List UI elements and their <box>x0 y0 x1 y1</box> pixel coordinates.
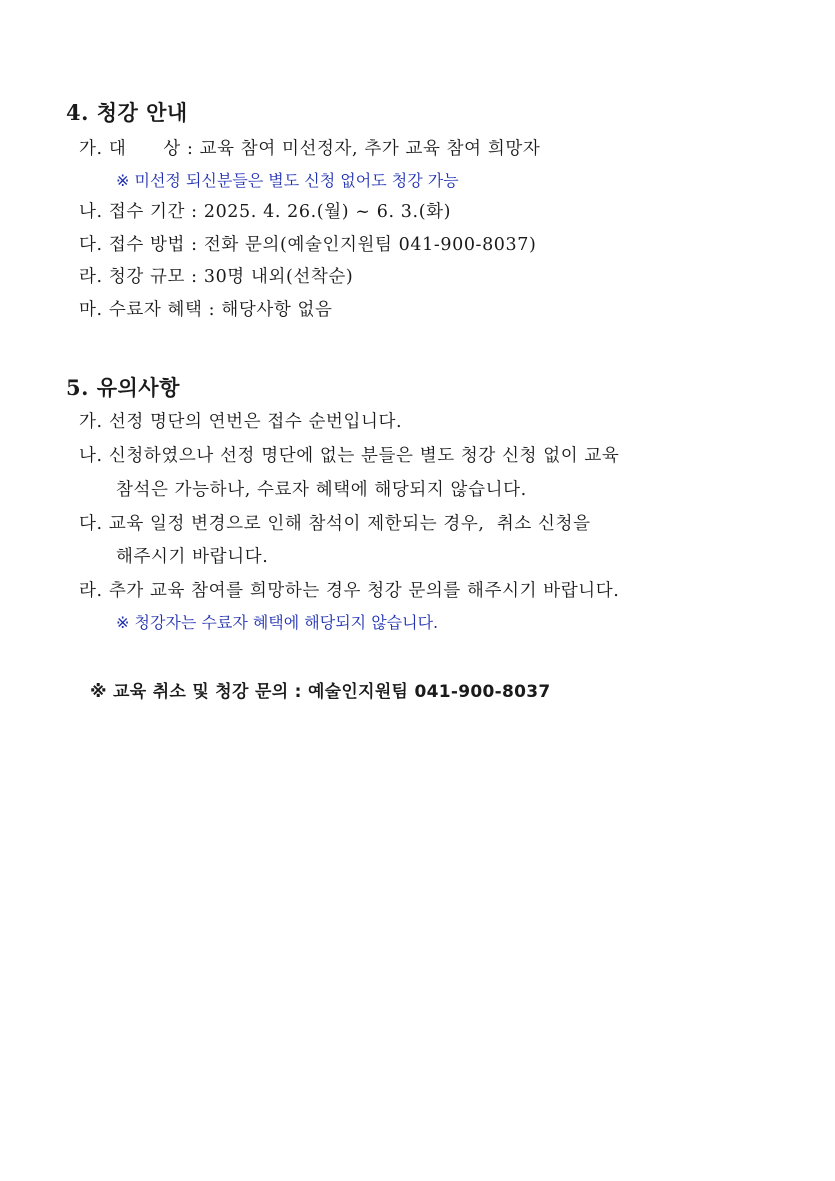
section-4-item-benefit: 마. 수료자 혜택 : 해당사항 없음 <box>79 300 333 320</box>
contact-note: ※ 교육 취소 및 청강 문의 : 예술인지원팀 041-900-8037 <box>90 682 551 702</box>
section-4-item-target: 가. 대 상 : 교육 참여 미선정자, 추가 교육 참여 희망자 <box>79 139 541 159</box>
section-4-item-period: 나. 접수 기간 : 2025. 4. 26.(월) ~ 6. 3.(화) <box>79 202 452 222</box>
section-5-item-na-line2: 참석은 가능하나, 수료자 혜택에 해당되지 않습니다. <box>116 480 527 500</box>
section-4-note: ※ 미선정 되신분들은 별도 신청 없어도 청강 가능 <box>116 171 459 190</box>
section-5-item-ra: 라. 추가 교육 참여를 희망하는 경우 청강 문의를 해주시기 바랍니다. <box>79 581 620 601</box>
section-5-item-da-line1: 다. 교육 일정 변경으로 인해 참석이 제한되는 경우, 취소 신청을 <box>79 514 591 534</box>
section-5-title: 5. 유의사항 <box>66 375 180 400</box>
section-4-title: 4. 청강 안내 <box>66 100 188 125</box>
section-4-item-scale: 라. 청강 규모 : 30명 내외(선착순) <box>79 267 354 287</box>
section-4-item-method: 다. 접수 방법 : 전화 문의(예술인지원팀 041-900-8037) <box>79 235 537 255</box>
section-5-note: ※ 청강자는 수료자 혜택에 해당되지 않습니다. <box>116 613 439 632</box>
section-5-item-ga: 가. 선정 명단의 연번은 접수 순번입니다. <box>79 412 403 432</box>
section-5-item-na-line1: 나. 신청하였으나 선정 명단에 없는 분들은 별도 청강 신청 없이 교육 <box>79 446 620 466</box>
section-5-item-da-line2: 해주시기 바랍니다. <box>116 547 269 567</box>
